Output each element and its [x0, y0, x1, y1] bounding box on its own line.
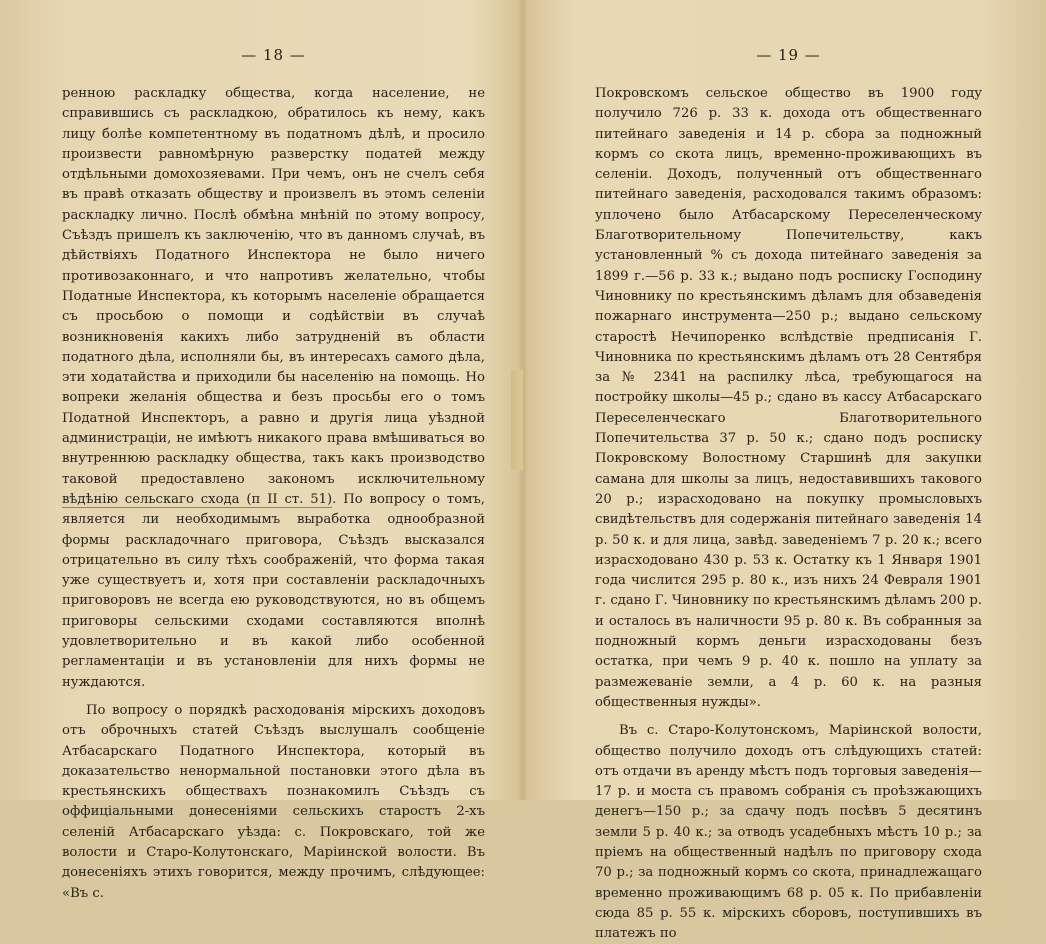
- right-paragraph-1: Покровскомъ сельское общество въ 1900 году получило 726 р. 33 к. дохода отъ общественнаго питейнаго заведенія и 14 р. сбора за подножный кормъ со скота лицъ, временно-проживающихъ въ селеніи. Доходъ, полученный отъ общественнаго питейнаго заведенія, расходовался такимъ образомъ: уплочено было Атбасарскому Переселенческому Благотворительному Попечительству, какъ установленный % съ дохода питейнаго заведенія за 1899 г.—56 р. 33 к.; выдано подъ росписку Господину Чиновнику по крестьянскимъ дѣламъ для обзаведенія пожарнаго инструмента—250 р.; выдано сельскому старостѣ Нечипоренко вслѣдствіе предписанія Г. Чиновника по крестьянскимъ дѣламъ отъ 28 Сентября за № 2341 на распилку лѣса, требующагося на постройку школы—45 р.; сдано въ кассу Атбасарскаго Переселенческаго Благотворительного Попечительства 37 р. 50 к.; сдано подъ росписку Покровскому Волостному Старшинѣ для закупки самана для школы за лицъ, недоставившихъ такового 20 р.; израсходовано на покупку промысловыхъ свидѣтельствъ для содержанія питейнаго заведенія 14 р. 50 к. и для лица, завѣд. заведеніемъ 7 р. 20 к.; всего израсходовано 430 р. 53 к. Остатку къ 1 Января 1901 года числится 295 р. 80 к., изъ нихъ 24 Февраля 1901 г. сдано Г. Чиновнику по крестьянскимъ дѣламъ 200 р. и осталось въ наличности 95 р. 80 к. Въ собранныя за подножный кормъ деньги израсходованы безъ остатка, при чемъ 9 р. 40 к. пошло на уплату за размежеваніе земли, а 4 р. 60 к. на разныя общественныя нужды».: [595, 86, 982, 710]
- right-page: [523, 0, 1046, 942]
- right-page-text: [595, 84, 982, 944]
- left-page: [0, 0, 523, 901]
- underlined-phrase: вѣдѣнію сельскаго схода (п II ст. 51): [62, 491, 333, 507]
- left-paragraph-2: По вопросу о порядкѣ расходованія мірскихъ доходовъ отъ оброчныхъ статей Съѣздъ выслушалъ сообщеніе Атбасарскаго Податного Инспектора, который въ доказательство ненормальной постановки этого дѣла въ крестьянскихъ обществахъ познакомилъ Съѣздъ съ оффиціальными донесеніями сельскихъ старостъ 2-хъ селеній Атбасарскаго уѣзда: с. Покровскаго, той же волости и Старо-Колутонскаго, Маріинской волости. Въ донесеніяхъ этихъ говорится, между прочимъ, слѣдующее: «Въ с.: [62, 702, 485, 901]
- page-number-right: — 19 —: [756, 46, 821, 64]
- page-number-left: — 18 —: [241, 46, 306, 64]
- right-paragraph-2: Въ с. Старо-Колутонскомъ, Маріинской волости, общество получило доходъ отъ слѣдующихъ статей: отъ отдачи въ аренду мѣстъ подъ торговыя заведенія—17 р. и моста съ правомъ собранія съ проѣзжающихъ денегъ—150 р.; за сдачу подъ посѣвъ 5 десятинъ земли 5 р. 40 к.; за отводъ усадебныхъ мѣстъ 10 р.; за пріемъ на общественный надѣлъ по приговору схода 70 р.; за подножный кормъ со скота, принадлежащаго временно проживающимъ 68 р. 05 к. По прибавленіи сюда 85 р. 55 к. мірскихъ сборовъ, поступившихъ въ платежъ по: [595, 723, 982, 942]
- left-page-text: [62, 84, 485, 904]
- left-paragraph-1: ренною раскладку общества, когда население, не справившись съ раскладкою, обратилось къ нему, какъ лицу болѣе компетентному въ податномъ дѣлѣ, и просило произвести равномѣрную разверстку податей между отдѣльными домохозяевами. При чемъ, онъ не счелъ себя въ правѣ отказать обществу и произвелъ въ этомъ селеніи раскладку лично. Послѣ обмѣна мнѣній по этому вопросу, Съѣздъ пришелъ къ заключенію, что въ данномъ случаѣ, въ дѣйствіяхъ Податного Инспектора не было ничего противозаконнаго, и что напротивъ желательно, чтобы Податные Инспектора, къ которымъ населеніе обращается съ просьбою о помощи и содѣйствіи въ случаѣ возникновенія какихъ либо затрудненій въ области податного дѣла, исполняли бы, въ интересахъ самого дѣла, эти ходатайства и приходили бы населенію на помощь. Но вопреки желанія общества и безъ просьбы его о томъ Податной Инспекторъ, а равно и другія лица уѣздной администраціи, не имѣютъ никакого права вмѣшиваться во внутреннюю раскладку общества, такъ какъ производство таковой предоставлено закономъ исключительному вѣдѣнію сельскаго схода (п II ст. 51). По вопросу о томъ, является ли необходимымъ выработка однообразной формы раскладочнаго приговора, Съѣздъ высказался отрицательно въ силу тѣхъ соображеній, что форма такая уже существуетъ и, хотя при составленіи раскладочныхъ приговоровъ не всегда ею руководствуются, но въ общемъ приговоры сельскими сходами составляются вполнѣ удовлетворительно и въ какой либо особенной регламентаціи и въ установленіи для нихъ формы не нуждаются.: [62, 86, 485, 690]
